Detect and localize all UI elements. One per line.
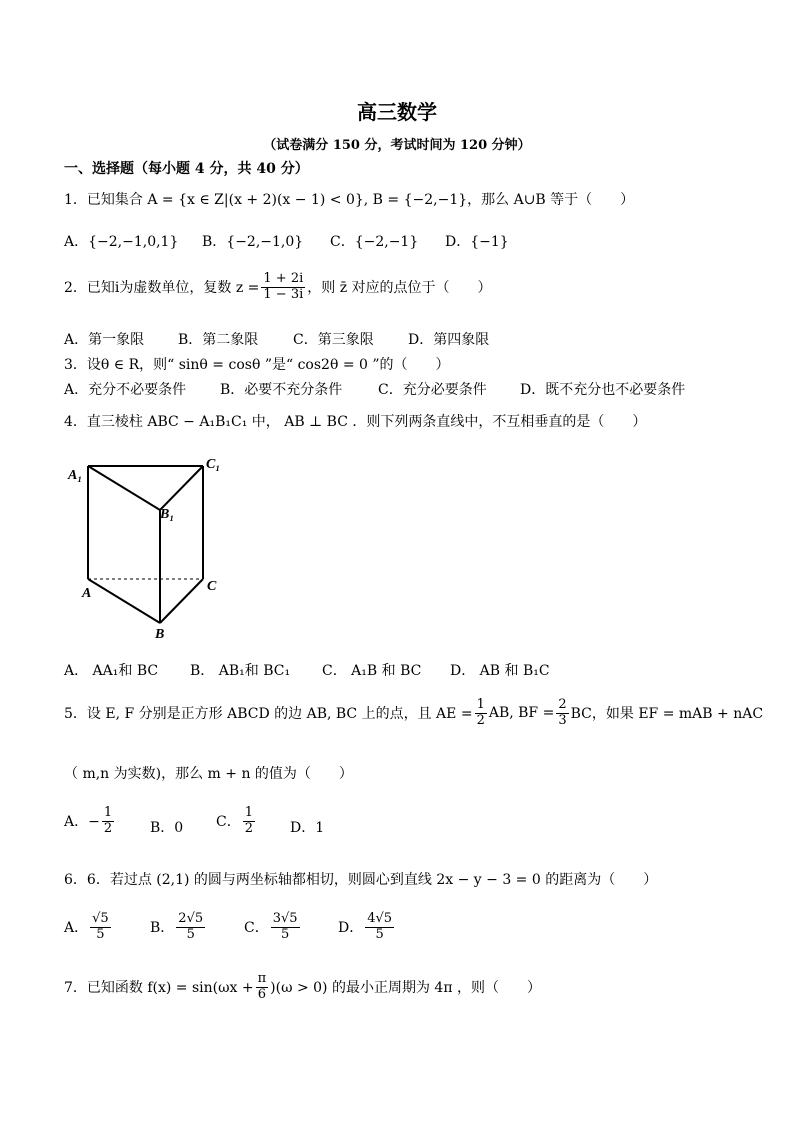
q3-option-a: A．充分不必要条件 [64, 382, 187, 398]
q6-opt-b-num: 2√5 [178, 911, 204, 926]
q5-mid: AB, BF = [488, 705, 555, 722]
q6-opt-c-num: 3√5 [272, 911, 298, 926]
q5-opt-c-den: 2 [244, 820, 253, 836]
question-1: 1．已知集合 A = {x ∈ Z|(x + 2)(x − 1) < 0}, B = {−2,−1}，那么 A∪B 等于（ ） [64, 192, 635, 208]
q5-opt-a-frac [102, 806, 114, 837]
q6-opt-a-num: √5 [92, 911, 109, 926]
q5-option-a [64, 806, 116, 837]
q6-opt-d-den: 5 [375, 926, 384, 942]
question-2 [64, 272, 492, 303]
q6-opt-d-label: D． [338, 920, 364, 937]
q3-option-c: C．充分必要条件 [378, 382, 487, 398]
q6-opt-d-num: 4√5 [367, 911, 393, 926]
q5-opt-a-label: A．− [64, 814, 100, 831]
q6-option-c [244, 912, 302, 943]
section-heading: 一、选择题（每小题 4 分，共 40 分） [64, 161, 309, 177]
q6-opt-d-frac [365, 912, 394, 943]
q4-option-b: B． AB₁和 BC₁ [190, 663, 291, 679]
q2-option-d: D．第四象限 [408, 332, 490, 348]
q6-opt-a-label: A． [64, 920, 89, 937]
q5-f1-den: 2 [476, 712, 485, 728]
q6-opt-b-frac [176, 912, 205, 943]
question-6: 6．6．若过点 (2,1) 的圆与两坐标轴都相切，则圆心到直线 2x − y − 3 = 0 的距离为（ ） [64, 872, 658, 888]
label-b1: B₁ [160, 507, 175, 522]
label-c1: C₁ [206, 457, 221, 472]
q5-option-d: D．1 [290, 820, 325, 836]
q5-opt-c-frac [243, 806, 255, 837]
q6-option-b [150, 912, 207, 943]
q3-option-b: B．必要不充分条件 [220, 382, 343, 398]
q2-option-a: A．第一象限 [64, 332, 145, 348]
q2-option-c: C．第三象限 [293, 332, 374, 348]
q2-numerator: 1 + 2i [263, 271, 304, 286]
prism-figure [60, 448, 230, 648]
q5-fraction-1 [475, 698, 487, 729]
q6-opt-b-den: 5 [186, 926, 195, 942]
question-3: 3．设θ ∈ R，则“ sinθ = cosθ ”是“ cos2θ = 0 ”的（ ） [64, 357, 450, 373]
q2-fraction [261, 272, 305, 303]
q2-prefix: 2．已知i为虚数单位，复数 z = [64, 280, 260, 297]
question-5 [64, 698, 763, 729]
q5-opt-c-label: C． [216, 814, 241, 831]
q5-f2-den: 3 [558, 712, 567, 728]
q3-option-d: D．既不充分也不必要条件 [520, 382, 686, 398]
q1-option-c: C．{−2,−1} [330, 234, 419, 250]
q5-prefix: 5．设 E, F 分别是正方形 ABCD 的边 AB, BC 上的点，且 AE = [64, 706, 473, 723]
q2-denominator: 1 − 3i [263, 286, 304, 302]
q1-option-a: A．{−2,−1,0,1} [64, 234, 179, 250]
page-title: 高三数学 [357, 100, 437, 124]
q4-option-a: A． AA₁和 BC [64, 663, 159, 679]
q5-f1-num: 1 [476, 697, 485, 712]
q6-opt-a-den: 5 [96, 926, 105, 942]
q5-fraction-2 [556, 698, 568, 729]
q7-fraction [256, 972, 269, 1003]
q4-option-c: C． A₁B 和 BC [322, 663, 422, 679]
q5-opt-c-num: 1 [244, 805, 253, 820]
label-b: B [155, 627, 165, 642]
q6-option-a [64, 912, 113, 943]
question-5-line2: （ m,n 为实数)，那么 m + n 的值为（ ） [64, 766, 353, 782]
edge-a1b1 [88, 466, 160, 510]
label-c: C [207, 579, 217, 594]
q5-option-c [216, 806, 257, 837]
q4-option-d: D． AB 和 B₁C [450, 663, 550, 679]
label-a1: A₁ [68, 468, 83, 483]
q2-suffix: ，则 z̄ 对应的点位于（ ） [307, 280, 492, 297]
q7-suffix: )(ω > 0) 的最小正周期为 4π ，则（ ） [270, 980, 541, 997]
q6-option-d [338, 912, 396, 943]
edge-b1c1 [160, 466, 203, 510]
q1-option-d: D．{−1} [445, 234, 509, 250]
question-7 [64, 972, 541, 1003]
q5-opt-a-den: 2 [103, 820, 113, 836]
q5-suffix: BC，如果 EF = mAB + nAC [570, 706, 764, 723]
label-a: A [82, 586, 92, 601]
q5-f2-num: 2 [558, 697, 567, 712]
q6-opt-c-frac [271, 912, 300, 943]
exam-info: （试卷满分 150 分，考试时间为 120 分钟） [263, 138, 531, 153]
q2-option-b: B．第二象限 [178, 332, 259, 348]
edge-bc [160, 579, 203, 623]
question-4: 4．直三棱柱 ABC − A₁B₁C₁ 中， AB ⊥ BC ．则下列两条直线中，不互相垂直的是（ ） [64, 414, 647, 430]
edge-ab [88, 579, 160, 623]
q7-num: π [257, 971, 267, 986]
q5-option-b: B．0 [150, 820, 184, 836]
q6-opt-c-label: C． [244, 920, 269, 937]
q6-opt-c-den: 5 [280, 926, 290, 942]
q6-opt-b-label: B． [150, 920, 175, 937]
q7-prefix: 7．已知函数 f(x) = sin(ωx + [64, 980, 254, 997]
q1-option-b: B．{−2,−1,0} [202, 234, 304, 250]
q6-opt-a-frac [90, 912, 111, 943]
q7-den: 6 [257, 986, 267, 1002]
q5-opt-a-num: 1 [103, 805, 113, 820]
